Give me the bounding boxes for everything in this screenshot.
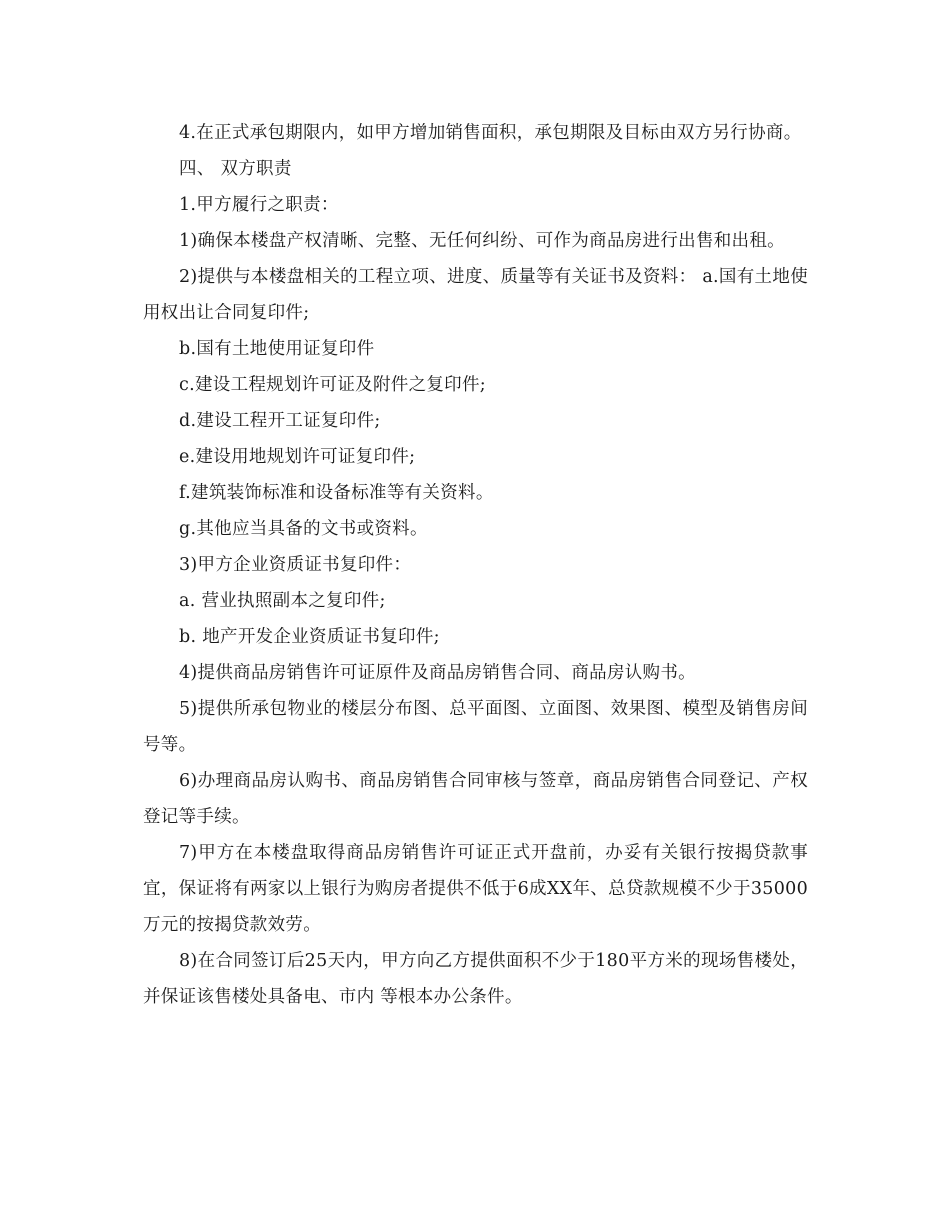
paragraph-duty-4: 4)提供商品房销售许可证原件及商品房销售合同、商品房认购书。 <box>179 663 696 683</box>
list-item-d: d.建设工程开工证复印件; <box>179 411 381 431</box>
paragraph-sales-area-clause: 4.在正式承包期限内，如甲方增加销售面积，承包期限及目标由双方另行协商。 <box>179 123 802 143</box>
section-heading-responsibilities: 四、 双方职责 <box>179 159 292 179</box>
list-item-c: c.建设工程规划许可证及附件之复印件; <box>179 375 486 395</box>
list-item-e: e.建设用地规划许可证复印件; <box>179 447 416 467</box>
paragraph-duty-8: 8)在合同签订后25天内，甲方向乙方提供面积不少于180平方米的现场售楼处，并保证该售楼处具备电、市内 等根本办公条件。 <box>143 951 808 1007</box>
paragraph-duty-2: 2)提供与本楼盘相关的工程立项、进度、质量等有关证书及资料： a.国有土地使用权出让合同复印件; <box>143 267 808 323</box>
paragraph-duty-5: 5)提供所承包物业的楼层分布图、总平面图、立面图、效果图、模型及销售房间号等。 <box>143 699 808 755</box>
paragraph-duty-3: 3)甲方企业资质证书复印件： <box>179 555 412 575</box>
list-item-b: b.国有土地使用证复印件 <box>179 339 375 359</box>
paragraph-duty-6: 6)办理商品房认购书、商品房销售合同审核与签章，商品房销售合同登记、产权登记等手续。 <box>143 771 808 827</box>
paragraph-duty-1: 1)确保本楼盘产权清晰、完整、无任何纠纷、可作为商品房进行出售和出租。 <box>179 231 785 251</box>
subsection-party-a-duties: 1.甲方履行之职责： <box>179 195 339 215</box>
list-item-f: f.建筑装饰标准和设备标准等有关资料。 <box>179 483 494 503</box>
paragraph-duty-7: 7)甲方在本楼盘取得商品房销售许可证正式开盘前，办妥有关银行按揭贷款事宜，保证将有两家以上银行为购房者提供不低于6成XX年、总贷款规模不少于35000万元的按揭贷款效劳。 <box>143 843 808 935</box>
list-item-g: g.其他应当具备的文书或资料。 <box>179 519 428 539</box>
list-item-license-a: a. 营业执照副本之复印件; <box>179 591 386 611</box>
document-body <box>143 115 808 1015</box>
list-item-license-b: b. 地产开发企业资质证书复印件; <box>179 627 440 647</box>
